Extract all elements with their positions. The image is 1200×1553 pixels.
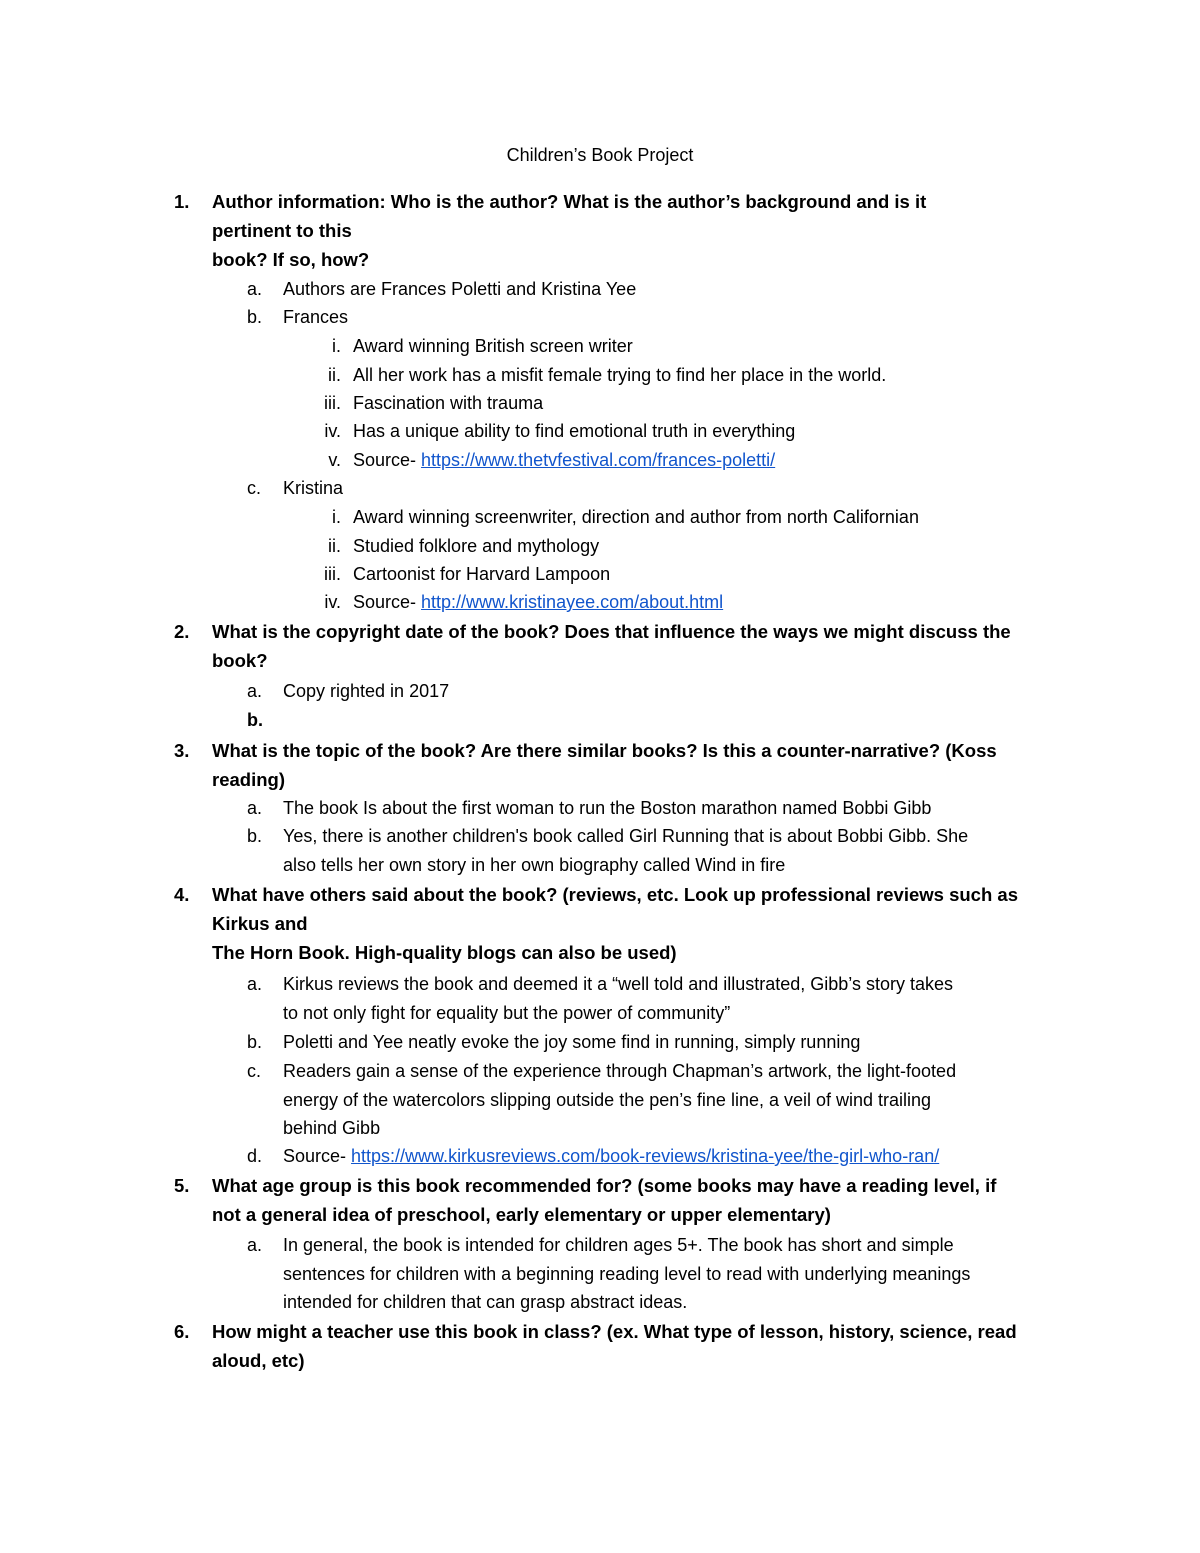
source-link[interactable]: https://www.kirkusreviews.com/book-reviews/kristina-yee/the-girl-who-ran/ <box>351 1146 940 1166</box>
question-text-line: pertinent to this <box>212 220 352 241</box>
answer-item <box>247 1057 1083 1143</box>
sub-item <box>328 532 1093 561</box>
sub-label: iv. <box>324 421 341 441</box>
sub-text: All her work has a misfit female trying to find her place in the world. <box>353 365 887 385</box>
answer-text-line: Readers gain a sense of the experience through Chapman’s artwork, the light-footed <box>283 1061 957 1081</box>
question-3 <box>174 736 1082 794</box>
answer-text-line: Kirkus reviews the book and deemed it a “well told and illustrated, Gibb’s story takes <box>283 974 953 994</box>
sub-text: Award winning screenwriter, direction and author from north Californian <box>353 507 919 527</box>
source-link[interactable]: https://www.thetvfestival.com/frances-poletti/ <box>421 450 776 470</box>
answer-label: a. <box>247 798 263 818</box>
question-number: 1. <box>174 191 190 212</box>
question-text-line: book? If so, how? <box>212 249 370 270</box>
answer-item <box>247 1142 1083 1171</box>
sub-label: i. <box>332 336 341 356</box>
source-prefix: Source- <box>283 1146 352 1166</box>
answer-item <box>247 275 1083 304</box>
answer-label: b. <box>247 710 263 730</box>
answer-label: b. <box>247 826 263 846</box>
answer-label: c. <box>247 478 262 498</box>
answer-text: Kristina <box>283 478 344 498</box>
question-text-line: The Horn Book. High-quality blogs can also be used) <box>212 942 677 963</box>
answer-label: a. <box>247 974 263 994</box>
answer-text-line: behind Gibb <box>283 1118 381 1138</box>
answer-text-line: sentences for children with a beginning reading level to read with underlying meanings <box>283 1263 971 1284</box>
sub-text: Fascination with trauma <box>353 393 544 413</box>
sub-item <box>324 417 1093 446</box>
sub-label: iii. <box>324 393 341 413</box>
answer-item <box>247 677 1083 706</box>
sub-label: iv. <box>324 592 341 612</box>
sub-text: Studied folklore and mythology <box>353 536 600 556</box>
sub-item <box>328 361 1093 390</box>
answer-item <box>247 303 1083 332</box>
sub-label: v. <box>328 450 341 470</box>
answer-label: b. <box>247 307 263 327</box>
sub-item <box>324 588 1093 617</box>
document-title: Children’s Book Project <box>506 145 694 165</box>
question-number: 6. <box>174 1321 190 1342</box>
question-text-line: book? <box>212 650 268 671</box>
answer-label: a. <box>247 1235 263 1255</box>
sub-item <box>332 332 1093 361</box>
answer-text-line: energy of the watercolors slipping outside the pen’s fine line, a veil of wind trailing <box>283 1089 932 1110</box>
answer-label: b. <box>247 1032 263 1052</box>
answer-item <box>247 822 1083 879</box>
question-1 <box>174 187 1082 274</box>
question-text-line: aloud, etc) <box>212 1350 305 1371</box>
answer-label: a. <box>247 279 263 299</box>
answer-text: Poletti and Yee neatly evoke the joy some find in running, simply running <box>283 1032 861 1052</box>
question-number: 3. <box>174 740 190 761</box>
answer-label: c. <box>247 1061 262 1081</box>
answer-item <box>247 1231 1083 1317</box>
sub-text: Has a unique ability to find emotional truth in everything <box>353 421 796 441</box>
question-text-line: reading) <box>212 769 285 790</box>
sub-label: ii. <box>328 365 341 385</box>
answer-text-line: In general, the book is intended for children ages 5+. The book has short and simple <box>283 1235 954 1255</box>
question-text-line: What have others said about the book? (reviews, etc. Look up professional reviews such as <box>212 884 1018 905</box>
sub-item <box>328 446 1093 475</box>
answer-text-line: also tells her own story in her own biography called Wind in fire <box>283 854 786 875</box>
question-number: 5. <box>174 1175 190 1196</box>
source-prefix: Source- <box>353 450 422 470</box>
answer-text-line: Yes, there is another children's book called Girl Running that is about Bobbi Gibb. She <box>283 826 969 846</box>
question-2 <box>174 617 1082 675</box>
question-text-line: Kirkus and <box>212 913 308 934</box>
sub-item <box>324 560 1093 589</box>
sub-text: Award winning British screen writer <box>353 336 633 356</box>
question-number: 2. <box>174 621 190 642</box>
source-link[interactable]: http://www.kristinayee.com/about.html <box>421 592 724 612</box>
question-number: 4. <box>174 884 190 905</box>
answer-item <box>247 1028 1083 1057</box>
answer-item <box>247 970 1083 1027</box>
question-text-line: What age group is this book recommended for? (some books may have a reading level, if <box>212 1175 997 1196</box>
answer-text: Frances <box>283 307 349 327</box>
question-text-line: How might a teacher use this book in class? (ex. What type of lesson, history, science, read <box>212 1321 1017 1342</box>
answer-label: a. <box>247 681 263 701</box>
answer-item <box>247 794 1083 823</box>
sub-label: ii. <box>328 536 341 556</box>
answer-label: d. <box>247 1146 263 1166</box>
question-text-line: Author information: Who is the author? What is the author’s background and is it <box>212 191 927 212</box>
answer-text: Copy righted in 2017 <box>283 681 450 701</box>
question-6 <box>174 1317 1082 1375</box>
answer-item <box>247 474 1083 503</box>
answer-text-line: to not only fight for equality but the power of community” <box>283 1002 731 1023</box>
question-4 <box>174 880 1082 967</box>
answer-text: The book Is about the first woman to run the Boston marathon named Bobbi Gibb <box>283 798 932 818</box>
sub-item <box>332 503 1093 532</box>
question-text-line: not a general idea of preschool, early elementary or upper elementary) <box>212 1204 831 1225</box>
sub-item <box>324 389 1093 418</box>
answer-text-line: intended for children that can grasp abstract ideas. <box>283 1292 688 1312</box>
sub-text: Cartoonist for Harvard Lampoon <box>353 564 611 584</box>
question-text-line: What is the copyright date of the book? Does that influence the ways we might discuss the <box>212 621 1011 642</box>
sub-label: iii. <box>324 564 341 584</box>
question-text-line: What is the topic of the book? Are there similar books? Is this a counter-narrative? (Koss <box>212 740 997 761</box>
sub-label: i. <box>332 507 341 527</box>
question-5 <box>174 1171 1082 1229</box>
source-prefix: Source- <box>353 592 422 612</box>
answer-text: Authors are Frances Poletti and Kristina Yee <box>283 279 637 299</box>
